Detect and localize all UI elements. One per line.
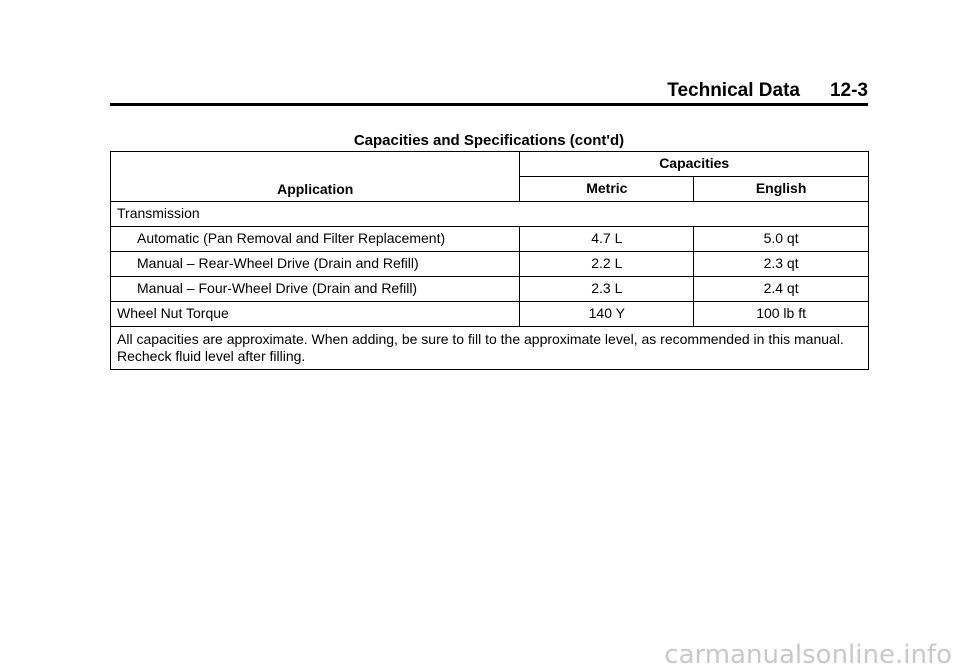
- table-title: Capacities and Specifications (cont'd): [353, 132, 625, 149]
- table-row: [111, 277, 869, 302]
- capacities-header: Capacities: [520, 152, 869, 177]
- row-label: Automatic (Pan Removal and Filter Replacement): [111, 227, 520, 252]
- note-row: [111, 327, 869, 370]
- english-header: English: [694, 177, 869, 202]
- metric-value: 4.7 L: [520, 227, 694, 252]
- watermark: carmanualsonline.info: [664, 640, 952, 670]
- header-row-1: [111, 152, 869, 177]
- metric-value: 2.3 L: [520, 277, 694, 302]
- table-note: All capacities are approximate. When adding, be sure to fill to the approximate level, as recommended in this manual. Recheck fluid level after filling.: [111, 327, 869, 370]
- english-value: 100 lb ft: [694, 302, 869, 327]
- table-row: [111, 202, 869, 227]
- metric-value: 140 Y: [520, 302, 694, 327]
- english-value: 2.4 qt: [694, 277, 869, 302]
- header-rule: [110, 103, 868, 106]
- row-label: Wheel Nut Torque: [111, 302, 520, 327]
- page-header: [667, 80, 868, 102]
- metric-header: Metric: [520, 177, 694, 202]
- capacities-table: [110, 151, 869, 370]
- row-label: Manual – Four-Wheel Drive (Drain and Refill): [111, 277, 520, 302]
- metric-value: 2.2 L: [520, 252, 694, 277]
- table-row: [111, 302, 869, 327]
- application-header: Application: [111, 152, 520, 202]
- section-title: Technical Data: [667, 80, 800, 101]
- table-row: [111, 227, 869, 252]
- page-number: 12-3: [829, 80, 868, 101]
- english-value: 2.3 qt: [694, 252, 869, 277]
- row-label: Manual – Rear-Wheel Drive (Drain and Refill): [111, 252, 520, 277]
- english-value: 5.0 qt: [694, 227, 869, 252]
- row-label: Transmission: [111, 202, 869, 227]
- table-row: [111, 252, 869, 277]
